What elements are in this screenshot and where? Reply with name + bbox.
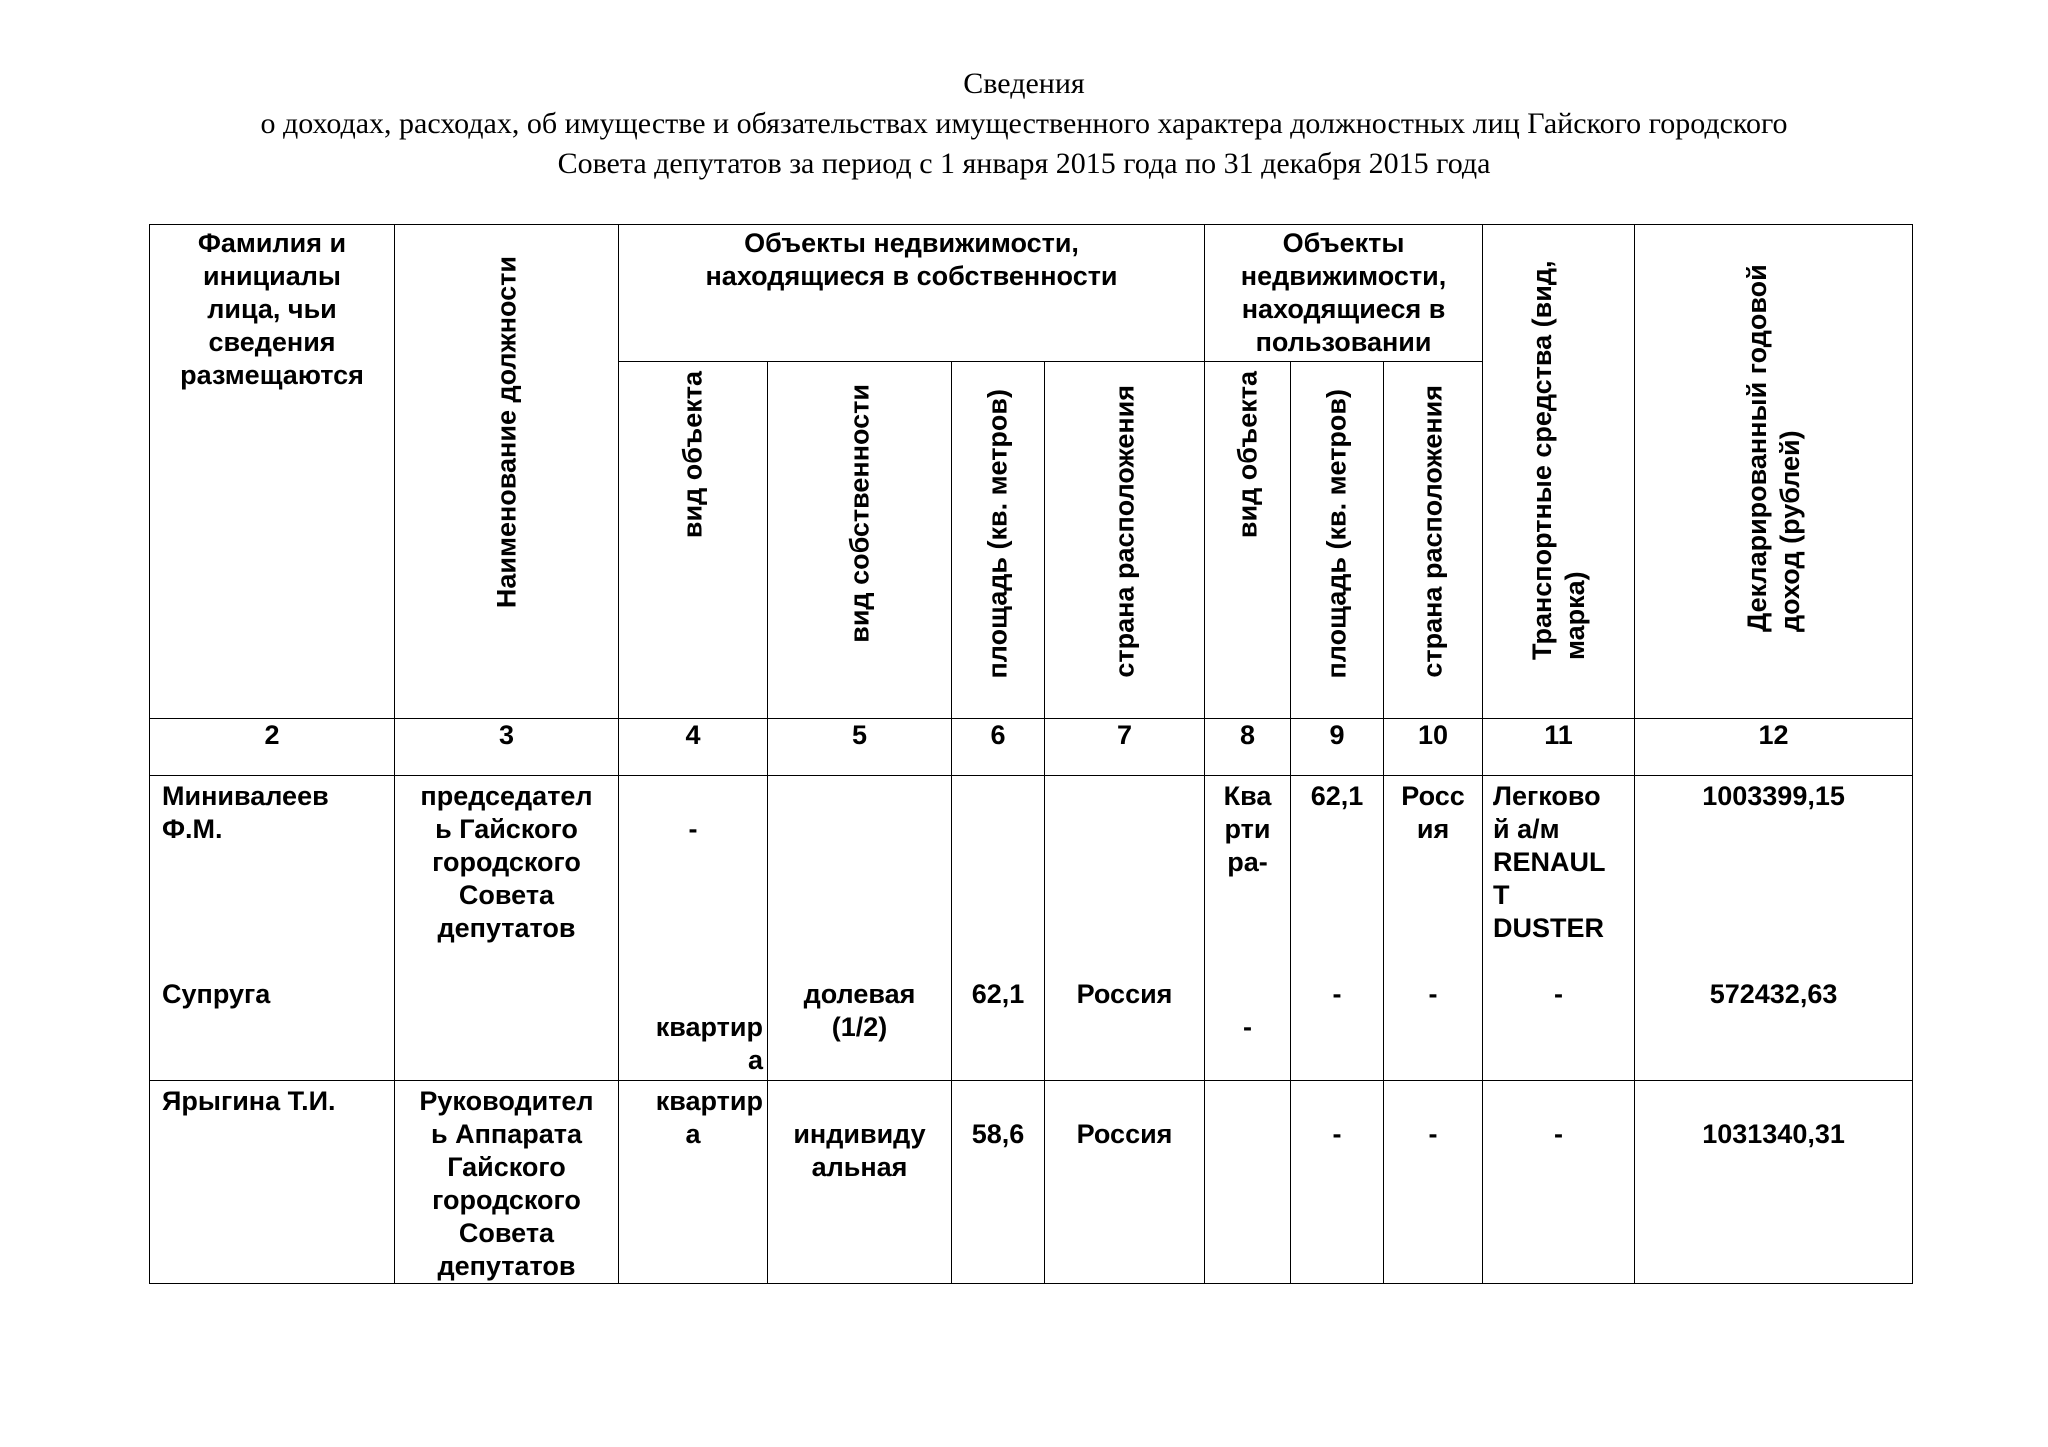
owned-country-value: Россия xyxy=(1076,979,1173,1009)
used-country-cell xyxy=(1384,776,1483,1081)
used-area-cell xyxy=(1291,776,1384,1081)
spouse-name: Супруга xyxy=(162,979,271,1009)
vehicle-line: DUSTER xyxy=(1493,913,1605,943)
header-used-type xyxy=(1205,362,1291,719)
vehicle-line: й а/м xyxy=(1493,814,1560,844)
position-line: городского xyxy=(432,1185,581,1215)
position-line: депутатов xyxy=(437,913,576,943)
vehicles-cell xyxy=(1483,776,1635,1081)
header-owned-ownership xyxy=(768,362,952,719)
owned-country-cell xyxy=(1045,776,1205,1081)
person-name: Ярыгина Т.И. xyxy=(162,1086,336,1116)
header-used-group: Объекты недвижимости, находящиеся в пользовании xyxy=(1205,225,1483,362)
position-line: ь Гайского xyxy=(435,814,578,844)
column-number: 7 xyxy=(1045,719,1205,776)
header-owned-area-label: площадь (кв. метров) xyxy=(982,388,1013,678)
column-number: 5 xyxy=(768,719,952,776)
header-used-area xyxy=(1291,362,1384,719)
position-line: Гайского xyxy=(447,1152,566,1182)
owned-area-cell xyxy=(952,776,1045,1081)
header-owned-country-label: страна расположения xyxy=(1109,385,1140,678)
person-name: Минивалеев Ф.М. xyxy=(162,781,329,844)
person-name-cell xyxy=(150,776,395,1081)
used-country-line: Росс xyxy=(1401,781,1465,811)
position-line: Совета xyxy=(458,1218,555,1248)
owned-area-value: 58,6 xyxy=(971,1119,1025,1149)
used-country-line: ия xyxy=(1416,814,1450,844)
column-number: 10 xyxy=(1384,719,1483,776)
owned-area-cell xyxy=(952,1081,1045,1284)
owned-type-value: - xyxy=(688,814,698,844)
position-line: городского xyxy=(432,847,581,877)
owned-country-value: Россия xyxy=(1076,1119,1173,1149)
used-type-value: - xyxy=(1243,1012,1253,1042)
used-type-line: ра- xyxy=(1227,847,1268,877)
owned-type-value: квартир xyxy=(655,1086,763,1116)
ownership-value: (1/2) xyxy=(831,1012,888,1042)
column-number: 9 xyxy=(1291,719,1384,776)
owned-type-value: а xyxy=(747,1045,763,1075)
owned-area-value: 62,1 xyxy=(971,979,1025,1009)
header-used-country xyxy=(1384,362,1483,719)
position-line: ь Аппарата xyxy=(431,1119,582,1149)
position-cell xyxy=(395,776,619,1081)
header-position xyxy=(395,225,619,719)
income-cell xyxy=(1635,1081,1913,1284)
owned-type-value: а xyxy=(685,1119,701,1149)
owned-type-cell xyxy=(619,1081,768,1284)
position-line: Руководител xyxy=(419,1086,594,1116)
title-line-1: Сведения xyxy=(963,67,1085,100)
person-name-cell xyxy=(150,1081,395,1284)
header-owned-type-label: вид объекта xyxy=(677,370,708,538)
column-number: 2 xyxy=(150,719,395,776)
used-country-cell xyxy=(1384,1081,1483,1284)
position-line: Совета xyxy=(458,880,555,910)
income-value: 572432,63 xyxy=(1709,979,1838,1009)
header-position-label: Наименование должности xyxy=(491,255,521,608)
vehicles-cell xyxy=(1483,1081,1635,1284)
owned-ownership-cell xyxy=(768,1081,952,1284)
column-number: 4 xyxy=(619,719,768,776)
header-income xyxy=(1635,225,1913,719)
document-title xyxy=(0,64,2048,184)
column-numbers-row xyxy=(150,719,1913,776)
column-number: 11 xyxy=(1483,719,1635,776)
title-line-2: о доходах, расходах, об имуществе и обязательствах имущественного характера должностных лиц Гайского городского xyxy=(260,107,1788,140)
header-vehicles-label: Транспортные средства (вид, марка) xyxy=(1526,260,1590,660)
header-owned-area xyxy=(952,362,1045,719)
header-owned-ownership-label: вид собственности xyxy=(844,384,874,643)
header-owned-group: Объекты недвижимости, находящиеся в собственности xyxy=(619,225,1205,362)
income-value: 1031340,31 xyxy=(1702,1119,1845,1149)
used-country-value: - xyxy=(1428,979,1438,1009)
used-type-line: Ква xyxy=(1223,781,1272,811)
income-value: 1003399,15 xyxy=(1702,781,1845,811)
table-row xyxy=(150,776,1913,1081)
header-used-country-label: страна расположения xyxy=(1417,385,1448,678)
vehicle-value: - xyxy=(1554,979,1564,1009)
owned-type-value: квартир xyxy=(655,1012,763,1042)
vehicle-line: RENAUL xyxy=(1493,847,1606,877)
column-number: 8 xyxy=(1205,719,1291,776)
title-line-3: Совета депутатов за период с 1 января 2015 года по 31 декабря 2015 года xyxy=(557,147,1491,180)
header-owned-type xyxy=(619,362,768,719)
owned-ownership-cell xyxy=(768,776,952,1081)
vehicle-value: - xyxy=(1554,1119,1564,1149)
used-area-value: - xyxy=(1332,1119,1342,1149)
position-cell xyxy=(395,1081,619,1284)
position-line: депутатов xyxy=(437,1251,576,1281)
header-name: Фамилия и инициалы лица, чьи сведения размещаются xyxy=(150,225,395,719)
used-type-cell xyxy=(1205,776,1291,1081)
column-number: 12 xyxy=(1635,719,1913,776)
table-row xyxy=(150,1081,1913,1284)
used-type-cell xyxy=(1205,1081,1291,1284)
header-row-1 xyxy=(150,225,1913,362)
position-text xyxy=(399,780,614,945)
used-area-value: - xyxy=(1332,979,1342,1009)
owned-type-cell xyxy=(619,776,768,1081)
vehicle-line: Легково xyxy=(1493,781,1601,811)
declaration-table xyxy=(149,224,1913,1284)
header-vehicles xyxy=(1483,225,1635,719)
vehicle-line: T xyxy=(1493,880,1510,910)
ownership-value: долевая xyxy=(803,979,916,1009)
column-number: 6 xyxy=(952,719,1045,776)
header-income-label: Декларированный годовой доход (рублей) xyxy=(1741,264,1805,632)
header-used-type-label: вид объекта xyxy=(1232,370,1263,538)
owned-country-cell xyxy=(1045,1081,1205,1284)
column-number: 3 xyxy=(395,719,619,776)
used-country-value: - xyxy=(1428,1119,1438,1149)
used-area-value: 62,1 xyxy=(1310,781,1364,811)
income-cell xyxy=(1635,776,1913,1081)
header-owned-country xyxy=(1045,362,1205,719)
position-line: председател xyxy=(420,781,593,811)
used-area-cell xyxy=(1291,1081,1384,1284)
header-used-area-label: площадь (кв. метров) xyxy=(1321,388,1352,678)
used-type-line: рти xyxy=(1224,814,1271,844)
ownership-value: индивиду xyxy=(793,1119,926,1149)
ownership-value: альная xyxy=(811,1152,908,1182)
